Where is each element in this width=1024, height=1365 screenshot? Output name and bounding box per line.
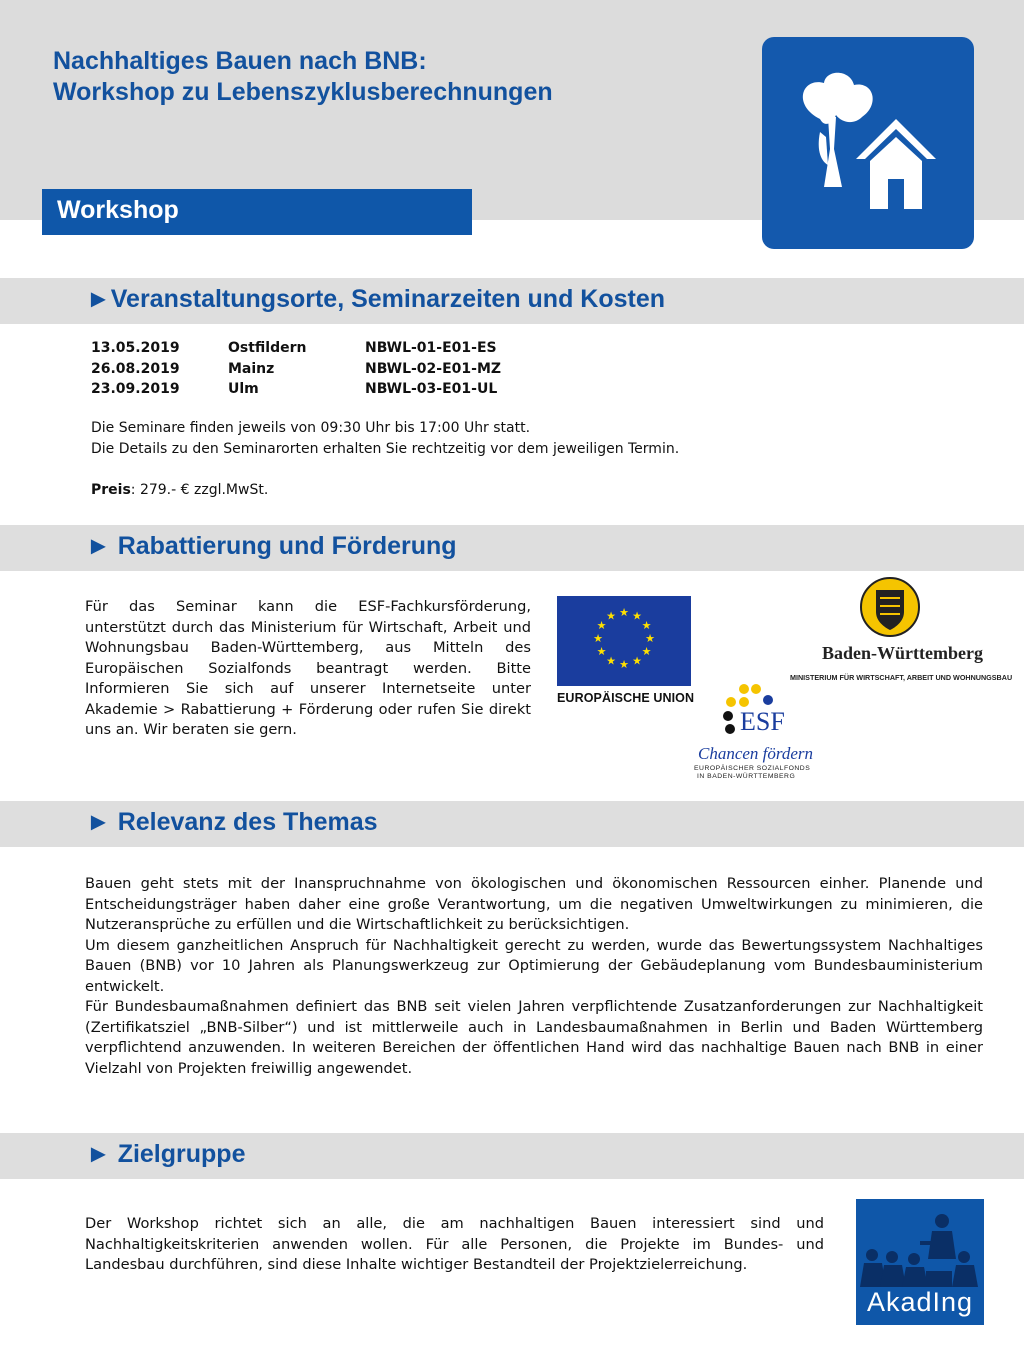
svg-text:★: ★ [596,645,607,658]
details-line: Die Details zu den Seminarorten erhalten Sie rechtzeitig vor dem jeweiligen Termin. [91,440,680,457]
svg-text:★: ★ [641,619,652,632]
date-cell: 13.05.2019 [91,340,180,356]
section-bar-venues [0,278,1024,324]
akading-logo-text: AkadIng [866,1287,974,1317]
eu-flag-logo [557,596,691,686]
svg-text:★: ★ [645,632,655,645]
city-cell: Ulm [228,381,259,397]
svg-text:★: ★ [619,658,629,671]
price-line [91,480,991,501]
relevance-text [85,874,983,1079]
svg-text:★: ★ [632,609,642,623]
section-bar-discounts [0,525,1024,571]
code-cell: NBWL-01-E01-ES [365,340,497,356]
bw-name: Baden-Württemberg [822,643,983,663]
workshop-badge [42,189,472,235]
code-cell: NBWL-02-E01-MZ [365,360,502,377]
section-bar-relevance [0,801,1024,847]
eu-label: EUROPÄISCHE UNION [557,691,695,705]
bw-ministry: MINISTERIUM FÜR WIRTSCHAFT, ARBEIT UND WOHNUNGSBAU [790,673,1013,682]
tree-house-icon [762,37,974,249]
date-cell: 23.09.2019 [91,381,180,397]
esf-abbr: ESF [740,707,785,736]
tree-house-graphic [762,37,974,249]
svg-text:★: ★ [596,619,607,632]
workshop-badge-label: Workshop [57,196,179,224]
title-line-2: Workshop zu Lebenszyklusberechnungen [53,78,553,106]
section-title-target-group: ► Zielgruppe [86,1140,246,1168]
city-cell: Mainz [228,360,275,377]
svg-text:★: ★ [641,645,652,658]
section-title-venues: ►Veranstaltungsorte, Seminarzeiten und Kosten [86,285,666,313]
section-bar-target-group [0,1133,1024,1179]
title-line-1: Nachhaltiges Bauen nach BNB: [53,47,427,75]
section-title-relevance: ► Relevanz des Themas [86,808,378,836]
relevance-paragraph: Für Bundesbaumaßnahmen definiert das BNB seit vielen Jahren verpflichtende Zusatzanforderungen zur Nachhaltigkeit (Zertifikatsziel „BNB-Silber“) und ist mittlerweile auch in Landesbaumaßnahmen in Berlin und Baden Württemberg verpflichtend anzuwenden. In weiteren Bereichen der öffentlichen Hand wird das nachhaltige Bauen nach BNB in einer Vielzahl von Projekten freiwillig angewendet. [85,998,983,1077]
price-label: Preis [91,482,131,498]
audience-silhouette-icon [856,1199,984,1287]
svg-text:★: ★ [606,609,616,623]
times-line: Die Seminare finden jeweils von 09:30 Uhr bis 17:00 Uhr statt. [91,420,531,436]
date-cell: 26.08.2019 [91,360,180,377]
svg-text:★: ★ [632,654,642,668]
esf-slogan: Chancen fördern [698,744,814,763]
seminar-times [91,418,991,459]
eu-stars [557,596,691,686]
city-cell: Ostfildern [228,340,307,356]
akading-logo [856,1199,984,1325]
svg-text:★: ★ [606,654,616,668]
svg-text:★: ★ [619,606,629,619]
relevance-paragraph: Bauen geht stets mit der Inanspruchnahme von ökologischen und ökonomischen Ressourcen einher. Planende und Entscheidungsträger haben daher eine große Verantwortung, um die negativen Umweltwirkungen zu minimieren, die Nutzeransprüche zu erfüllen und die Wirtschaftlichkeit zu berücksichtigen. [85,875,983,933]
funding-text: Für das Seminar kann die ESF-Fachkursförderung, unterstützt durch das Ministerium für Wirtschaft, Arbeit und Wohnungsbau Baden-Württemberg, aus Mitteln des Europäischen Sozialfonds beantragt werden. Bitte Informieren Sie sich auf unserer Internetseite unter Akademie > Rabattierung + Förderung oder rufen Sie direkt uns an. Wir beraten sie gern. [85,598,531,738]
relevance-paragraph: Um diesem ganzheitlichen Anspruch für Nachhaltigkeit gerecht zu werden, wurde das Bewertungssystem Nachhaltiges Bauen (BNB) vor 10 Jahren als Planungswerkzeug zur Optimierung der Gebäudeplanung vom Bundesbauministerium entwickelt. [85,936,983,995]
page-title [53,46,553,108]
code-cell: NBWL-03-E01-UL [365,381,498,397]
esf-sub-line-1: EUROPÄISCHER SOZIALFONDS [694,765,811,772]
target-group-text: Der Workshop richtet sich an alle, die am nachhaltigen Bauen interessiert sind und Nachhaltigkeitskriterien anwenden wollen. Für alle Personen, die Projekte im Bundes- und Landesbau durchführen, sind diese Inhalte wichtiger Bestandteil der Projektzielerreichung. [85,1215,824,1273]
esf-sub-line-2: IN BADEN-WÜRTTEMBERG [697,773,796,780]
price-value: : 279.- € zzgl.MwSt. [130,482,269,498]
svg-text:★: ★ [593,632,603,645]
section-title-discounts: ► Rabattierung und Förderung [86,532,457,560]
